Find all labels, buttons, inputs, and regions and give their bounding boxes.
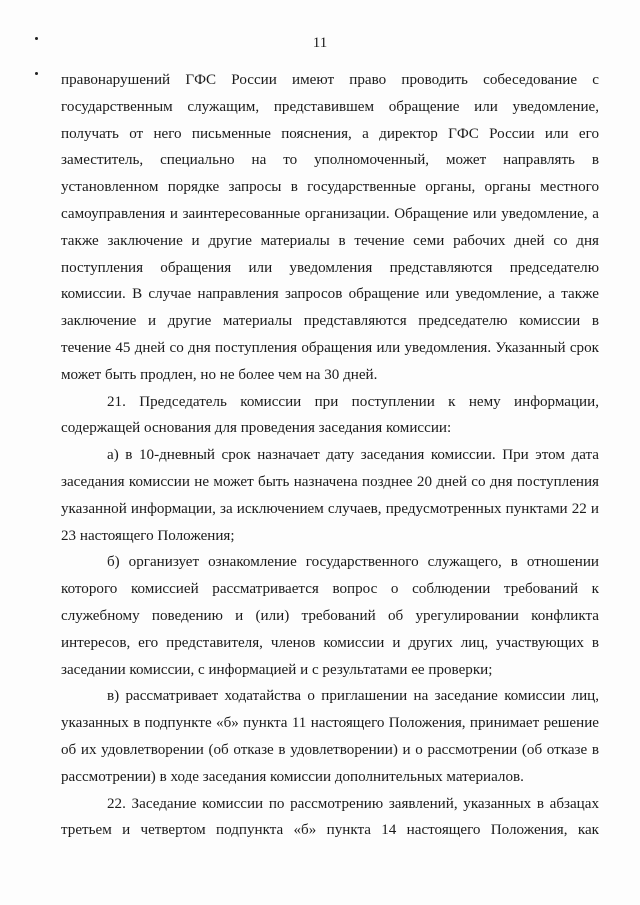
scan-speck bbox=[35, 72, 38, 75]
text-line: 22. Заседание комиссии по рассмотрению заявлений, указанных в абзацах bbox=[107, 795, 599, 812]
text-line: поступления обращения или уведомления представляются председателю bbox=[61, 259, 599, 276]
text-line: самоуправления и заинтересованные организации. Обращение или уведомление, а bbox=[61, 205, 599, 222]
text-line: об их удовлетворении (об отказе в удовлетворении) и о рассмотрении (об отказе в bbox=[61, 741, 599, 758]
text-line: а) в 10-дневный срок назначает дату заседания комиссии. При этом дата bbox=[107, 447, 599, 464]
text-line: содержащей основания для проведения заседания комиссии: bbox=[61, 420, 452, 437]
text-line: в) рассматривает ходатайства о приглашении на заседание комиссии лиц, bbox=[107, 688, 599, 705]
text-line: течение 45 дней со дня поступления обращения или уведомления. Указанный срок bbox=[61, 339, 599, 356]
text-line: заключение и другие материалы представляются председателю комиссии в bbox=[61, 313, 599, 330]
text-line: интересов, его представителя, членов комиссии и других лиц, участвующих в bbox=[61, 634, 599, 651]
text-line: может быть продлен, но не более чем на 30 дней. bbox=[61, 366, 378, 383]
text-line: 23 настоящего Положения; bbox=[61, 527, 235, 544]
text-line: получать от него письменные пояснения, а директор ГФС России или его bbox=[61, 125, 599, 142]
text-line: указанной информации, за исключением случаев, предусмотренных пунктами 22 и bbox=[61, 500, 599, 517]
page-number: 11 bbox=[312, 35, 328, 51]
text-line: заместитель, специально на то уполномоченный, может направлять в bbox=[61, 152, 599, 169]
text-line: б) организует ознакомление государственного служащего, в отношении bbox=[107, 554, 599, 571]
text-line: государственным служащим, представившем обращение или уведомление, bbox=[61, 98, 599, 115]
text-line: комиссии. В случае направления запросов обращение или уведомление, а также bbox=[61, 286, 599, 303]
document-body bbox=[61, 67, 599, 844]
text-line: рассмотрении) в ходе заседания комиссии дополнительных материалов. bbox=[61, 768, 524, 785]
text-line: заседании комиссии, с информацией и с результатами ее проверки; bbox=[61, 661, 493, 678]
text-line: указанных в подпункте «б» пункта 11 настоящего Положения, принимает решение bbox=[61, 715, 599, 732]
text-line: которого комиссией рассматривается вопрос о соблюдении требований к bbox=[61, 581, 599, 598]
text-line: правонарушений ГФС России имеют право проводить собеседование с bbox=[61, 72, 599, 88]
text-line: третьем и четвертом подпункта «б» пункта 14 настоящего Положения, как bbox=[61, 822, 599, 839]
text-line: также заключение и другие материалы в течение семи рабочих дней со дня bbox=[61, 232, 599, 249]
text-line: заседания комиссии не может быть назначена позднее 20 дней со дня поступления bbox=[61, 473, 599, 490]
text-line: установленном порядке запросы в государственные органы, органы местного bbox=[61, 179, 599, 196]
text-line: служебному поведению и (или) требований об урегулировании конфликта bbox=[61, 607, 599, 624]
text-line: 21. Председатель комиссии при поступлении к нему информации, bbox=[107, 393, 599, 410]
